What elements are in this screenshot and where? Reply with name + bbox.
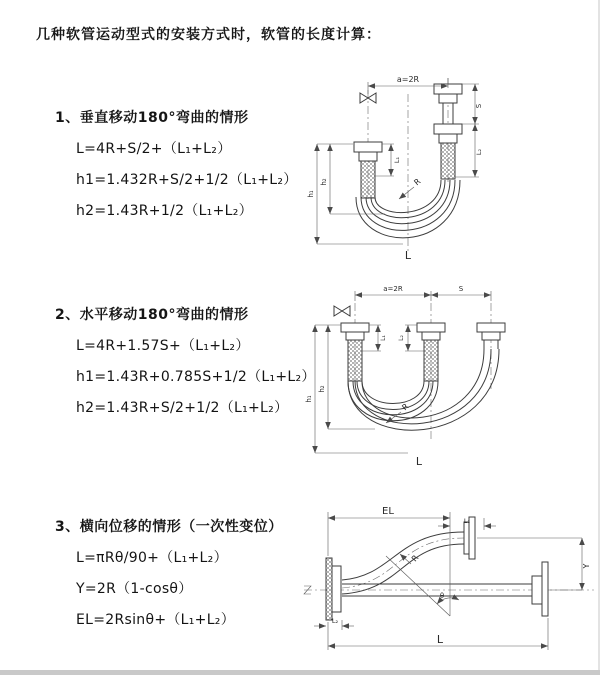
dimension-s: [462, 84, 483, 124]
formula-line: h1=1.432R+S/2+1/2（L₁+L₂）: [76, 172, 298, 188]
dim-label-h2: h₂: [320, 178, 328, 186]
left-flange: [354, 142, 382, 198]
dimension-el: [328, 506, 450, 556]
right-flange: [477, 323, 505, 349]
centerlines: [304, 538, 594, 594]
formula-line: h2=1.43R+S/2+1/2（L₁+L₂）: [76, 400, 289, 416]
dim-label-l1: L₁: [393, 156, 401, 164]
label-r: R: [412, 176, 423, 188]
dim-label-h1: h₁: [307, 190, 315, 198]
formula-line: Y=2R（1-cosθ）: [76, 581, 193, 597]
section-3-formulas: [76, 543, 235, 636]
dim-label-y: Y: [582, 563, 591, 569]
braided-section: [424, 340, 438, 381]
middle-flange: [417, 323, 445, 381]
diagram-horizontal-bend: [303, 281, 598, 469]
dim-label-s: S: [458, 285, 464, 293]
dim-label-l: L: [436, 633, 444, 646]
dim-label-el: EL: [382, 506, 394, 517]
dimension-a2r: [355, 285, 491, 301]
right-flange: [532, 562, 548, 616]
formula-line: L=4R+1.57S+（L₁+L₂）: [76, 338, 250, 354]
braided-section: [348, 340, 362, 381]
label-theta: θ: [439, 592, 445, 600]
dim-label-l1: L₁: [380, 335, 387, 341]
radius-leader: [386, 402, 411, 423]
dim-label-l2: L₂: [475, 148, 483, 156]
section-3-heading: 3、横向位移的情形（一次性变位）: [55, 519, 283, 535]
braided-section: [441, 143, 455, 179]
centerlines: [368, 78, 448, 254]
left-flange: [341, 323, 369, 381]
page-title: 几种软管运动型式的安装方式时，软管的长度计算：: [36, 27, 381, 43]
label-l: L: [415, 455, 423, 468]
radius-leader: [399, 177, 423, 199]
valve-icon: [334, 306, 350, 316]
section-2-formulas: [76, 331, 316, 424]
dimension-l2: [314, 617, 354, 630]
diagram-vertical-bend: [303, 64, 595, 262]
right-flange-lower: [434, 124, 462, 179]
dimension-s: [431, 285, 491, 295]
formula-line: EL=2Rsinθ+（L₁+L₂）: [76, 612, 236, 628]
formula-line: L=4R+S/2+（L₁+L₂）: [76, 141, 232, 157]
diagram-lateral-displacement: [298, 498, 600, 662]
dim-label-h2: h₂: [318, 385, 326, 393]
dim-label-a2r: a=2R: [396, 75, 420, 84]
label-r: R: [409, 553, 421, 564]
dim-label-s: S: [475, 103, 483, 109]
section-2-heading: 2、水平移动180°弯曲的情形: [55, 307, 249, 323]
section-1-formulas: [76, 134, 298, 227]
dim-label-l2: L₂: [398, 335, 405, 341]
scan-edge-bottom: [0, 670, 600, 675]
dim-label-a2r: a=2R: [383, 285, 403, 293]
section-1-heading: 1、垂直移动180°弯曲的情形: [55, 110, 249, 126]
dim-label-l2: L₂: [331, 617, 339, 625]
hose-u-bend-position1: [348, 381, 438, 421]
formula-line: h1=1.43R+0.785S+1/2（L₁+L₂）: [76, 369, 316, 385]
dim-label-h1: h₁: [305, 395, 313, 403]
formula-line: h2=1.43R+1/2（L₁+L₂）: [76, 203, 253, 219]
dim-label-l1: L₁: [463, 517, 471, 525]
left-flange: [326, 558, 341, 620]
label-l: L: [404, 249, 412, 262]
dimension-l: [328, 618, 548, 650]
braided-section: [361, 161, 375, 198]
label-r: R: [400, 401, 411, 413]
formula-line: L=πRθ/90+（L₁+L₂）: [76, 550, 228, 566]
